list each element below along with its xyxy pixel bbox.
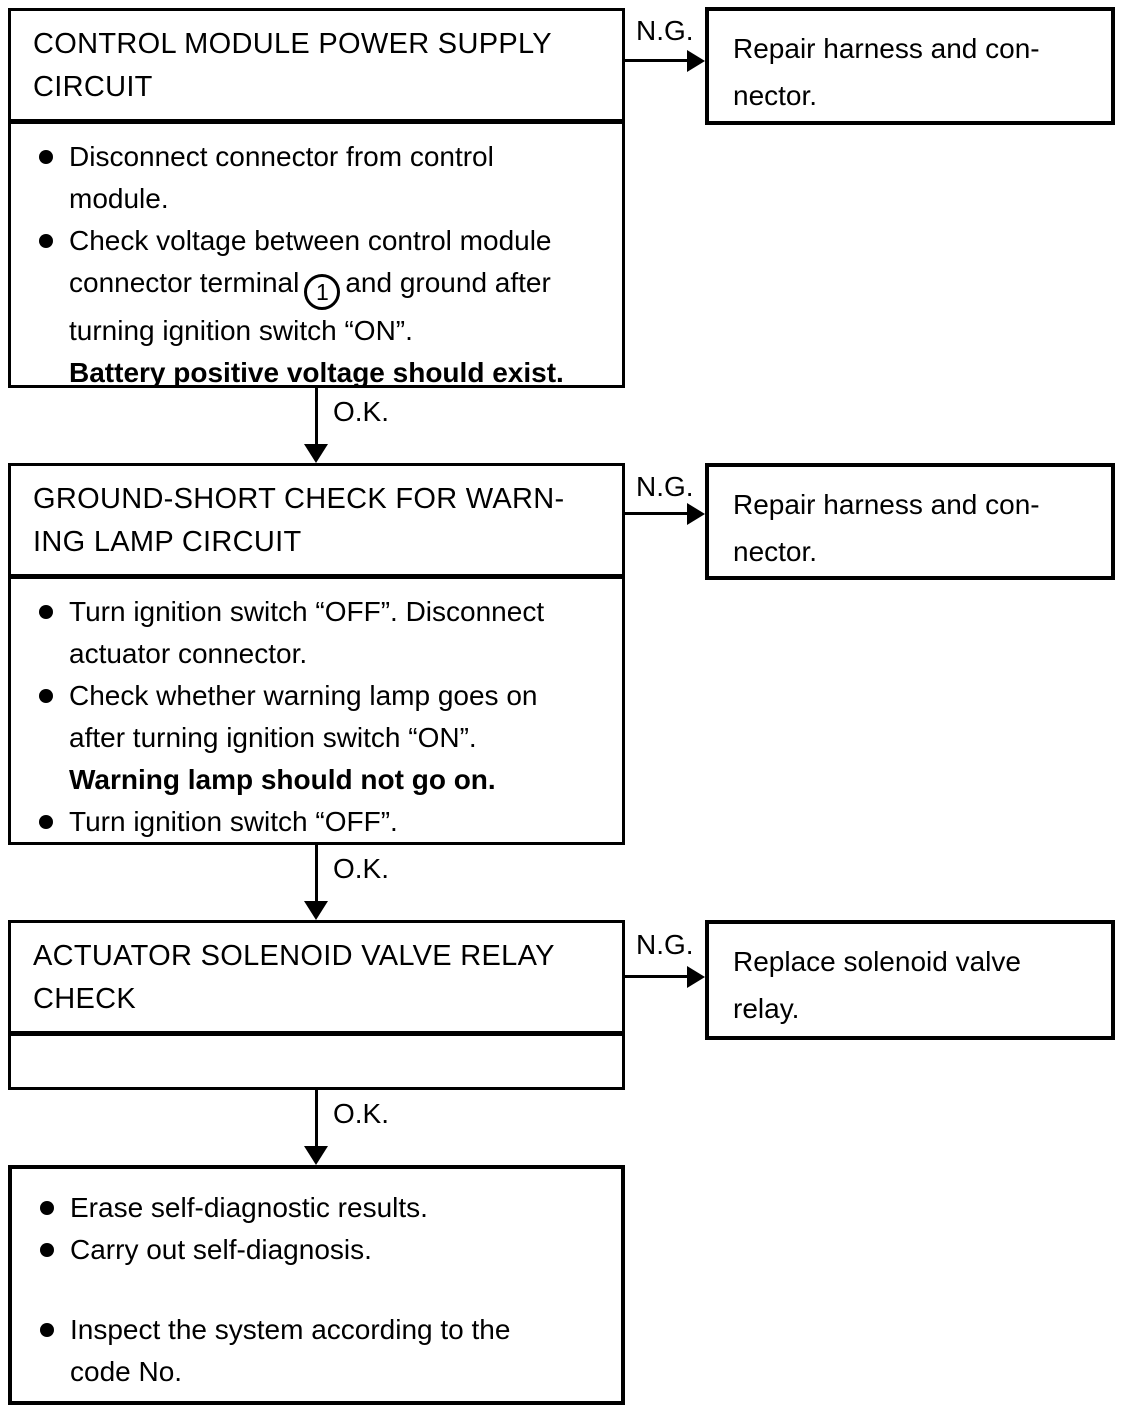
step2-box (8, 463, 625, 845)
step2-ng-arrow (625, 512, 689, 515)
step1-ng-arrow (625, 59, 689, 62)
terminal-1-badge: 1 (304, 274, 340, 310)
step3-ok-arrow (315, 1090, 318, 1148)
step1-ok-label: O.K. (333, 396, 390, 427)
step1-expected-result: Battery positive voltage should exist. (69, 357, 564, 388)
step2-ng-action-box: Repair harness and con- nector. (705, 463, 1115, 580)
bullet-icon (40, 1323, 54, 1337)
step1-ng-label: N.G. (636, 15, 694, 46)
bullet-icon (39, 605, 53, 619)
step1-title (11, 11, 622, 124)
step2-ok-label: O.K. (333, 853, 390, 884)
bullet-icon (39, 150, 53, 164)
step3-ng-arrow (625, 975, 689, 978)
step1-title-line2: CIRCUIT (33, 71, 153, 103)
step2-title-line2: ING LAMP CIRCUIT (33, 526, 302, 558)
step3-title-line2: CHECK (33, 983, 137, 1015)
bullet-icon (39, 234, 53, 248)
step3-title-line1: ACTUATOR SOLENOID VALVE RELAY (33, 940, 555, 972)
step3-ng-label: N.G. (636, 929, 694, 960)
bullet-icon (39, 815, 53, 829)
step2-title (11, 466, 622, 579)
step4-bullet-2: Carry out self-diagnosis. (38, 1229, 613, 1271)
step2-ng-label: N.G. (636, 471, 694, 502)
step1-title-line1: CONTROL MODULE POWER SUPPLY (33, 28, 552, 60)
bullet-icon (40, 1243, 54, 1257)
step2-title-line1: GROUND-SHORT CHECK FOR WARN- (33, 483, 565, 515)
bullet-icon (40, 1201, 54, 1215)
step4-bullet-1: Erase self-diagnostic results. (38, 1187, 613, 1229)
step3-ok-arrowhead-icon (304, 1146, 328, 1165)
step2-bullet-1: Turn ignition switch “OFF”. Disconnect actuator connector. (37, 591, 614, 675)
step3-body (11, 1036, 622, 1056)
step2-ok-arrowhead-icon (304, 901, 328, 920)
step2-body (11, 579, 622, 851)
step4-bullet-3: Inspect the system according to the code No. (38, 1309, 613, 1393)
step1-ok-arrowhead-icon (304, 444, 328, 463)
step1-ng-arrowhead-icon (687, 50, 705, 72)
step2-ng-arrowhead-icon (687, 503, 705, 525)
step2-bullet-2: Check whether warning lamp goes on after turning ignition switch “ON”. Warning lamp should not go on. (37, 675, 614, 801)
step1-ok-arrow (315, 388, 318, 446)
step2-expected-result: Warning lamp should not go on. (69, 764, 496, 795)
step4-body (12, 1169, 621, 1401)
step4-box (8, 1165, 625, 1405)
step1-bullet-2-terminal-line: connector terminal 1 and ground after (69, 262, 614, 310)
step1-box (8, 8, 625, 388)
step2-ok-arrow (315, 845, 318, 903)
step3-title (11, 923, 622, 1036)
step3-ng-arrowhead-icon (687, 966, 705, 988)
bullet-icon (39, 689, 53, 703)
step1-ng-action-box: Repair harness and con- nector. (705, 7, 1115, 125)
step1-body (11, 124, 622, 402)
step3-ng-action-box: Replace solenoid valve relay. (705, 920, 1115, 1040)
step1-bullet-1: Disconnect connector from control module. (37, 136, 614, 220)
step2-bullet-3: Turn ignition switch “OFF”. (37, 801, 614, 843)
step1-bullet-2: Check voltage between control module connector terminal 1 and ground after turning ignition switch “ON”. Battery positive voltage should exist. (37, 220, 614, 394)
step3-box (8, 920, 625, 1090)
step3-ok-label: O.K. (333, 1098, 390, 1129)
